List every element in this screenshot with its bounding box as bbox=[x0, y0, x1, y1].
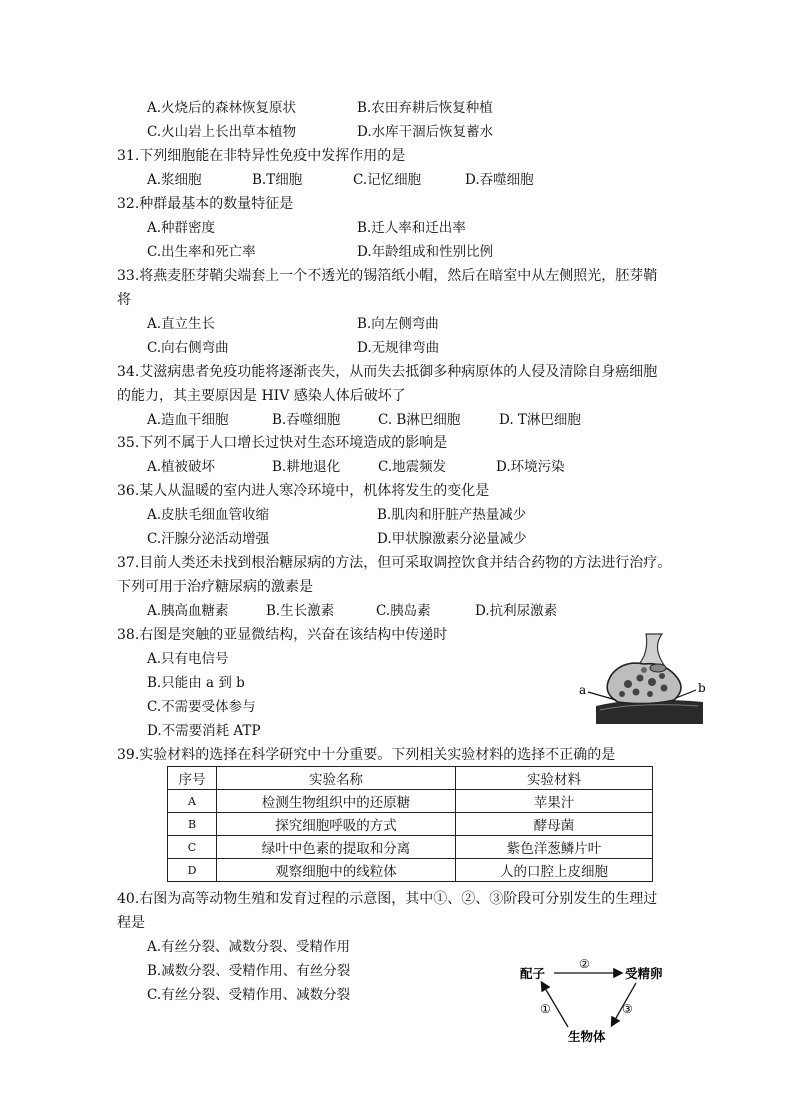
table-header-cell: 实验名称 bbox=[217, 767, 456, 790]
q36-option-a: A.皮肤毛细血管收缩 bbox=[147, 507, 270, 523]
q34-option-c: C. B淋巴细胞 bbox=[378, 412, 461, 428]
q34-option-b: B.吞噬细胞 bbox=[272, 412, 341, 428]
q34-stem-line2: 的能力，其主要原因是 HIV 感染人体后破坏了 bbox=[117, 388, 406, 404]
table-cell: 酵母菌 bbox=[456, 813, 653, 836]
q37-option-d: D.抗利尿激素 bbox=[475, 603, 558, 619]
q37-option-a: A.胰高血糖素 bbox=[147, 603, 229, 619]
q31-option-b: B.T细胞 bbox=[252, 172, 303, 188]
table-cell: 人的口腔上皮细胞 bbox=[456, 859, 653, 882]
synapse-label-a: a bbox=[579, 683, 587, 697]
q40-option-b: B.减数分裂、受精作用、有丝分裂 bbox=[147, 963, 351, 979]
q37-option-b: B.生长激素 bbox=[266, 603, 335, 619]
q38-option-c: C.不需要受体参与 bbox=[147, 699, 256, 715]
q36-option-c: C.汗腺分泌活动增强 bbox=[147, 531, 270, 547]
step2-marker: ② bbox=[579, 957, 590, 971]
table-cell: D bbox=[168, 859, 217, 882]
synapse-figure bbox=[578, 632, 713, 732]
table-header-cell: 实验材料 bbox=[456, 767, 653, 790]
table-row bbox=[168, 859, 653, 882]
q30-option-a: A.火烧后的森林恢复原状 bbox=[147, 100, 297, 116]
step3-marker: ③ bbox=[622, 1002, 633, 1016]
table-cell: 观察细胞中的线粒体 bbox=[217, 859, 456, 882]
table-cell: 检测生物组织中的还原糖 bbox=[217, 790, 456, 813]
q31-stem: 31.下列细胞能在非特异性免疫中发挥作用的是 bbox=[117, 148, 406, 164]
q34-stem-line1: 34.艾滋病患者免疫功能将逐渐丧失，从而失去抵御多种病原体的人侵及清除自身癌细胞 bbox=[117, 364, 658, 380]
q33-stem-line1: 33.将燕麦胚芽鞘尖端套上一个不透光的锡箔纸小帽，然后在暗室中从左侧照光，胚芽鞘 bbox=[117, 268, 658, 284]
q37-option-c: C.胰岛素 bbox=[376, 603, 431, 619]
q38-option-b: B.只能由 a 到 b bbox=[147, 675, 245, 691]
q33-option-b: B.向左侧弯曲 bbox=[357, 316, 439, 332]
table-cell: C bbox=[168, 836, 217, 859]
q32-option-d: D.年龄组成和性别比例 bbox=[357, 244, 494, 260]
table-row bbox=[168, 790, 653, 813]
synapse-label-b: b bbox=[698, 681, 706, 695]
q30-option-c: C.火山岩上长出草本植物 bbox=[147, 124, 297, 140]
table-cell: 紫色洋葱鳞片叶 bbox=[456, 836, 653, 859]
q34-option-d: D. T淋巴细胞 bbox=[499, 412, 581, 428]
q30-option-d: D.水库干涸后恢复蓄水 bbox=[357, 124, 494, 140]
zygote-label: 受精卵 bbox=[625, 966, 663, 981]
q40-stem-line1: 40.右图为高等动物生殖和发育过程的示意图，其中①、②、③阶段可分别发生的生理过 bbox=[117, 891, 658, 907]
gamete-label: 配子 bbox=[520, 966, 546, 981]
step1-marker: ① bbox=[540, 1002, 551, 1016]
q32-option-a: A.种群密度 bbox=[147, 220, 216, 236]
q33-option-a: A.直立生长 bbox=[147, 316, 216, 332]
table-row bbox=[168, 813, 653, 836]
q30-option-b: B.农田弃耕后恢复种植 bbox=[357, 100, 493, 116]
q38-stem: 38.右图是突触的亚显微结构，兴奋在该结构中传递时 bbox=[117, 627, 448, 643]
q36-option-d: D.甲状腺激素分泌量减少 bbox=[377, 531, 527, 547]
table-cell: A bbox=[168, 790, 217, 813]
q31-option-a: A.浆细胞 bbox=[147, 172, 202, 188]
table-row bbox=[168, 836, 653, 859]
q32-stem: 32.种群最基本的数量特征是 bbox=[117, 196, 294, 212]
q40-option-c: C.有丝分裂、受精作用、减数分裂 bbox=[147, 987, 351, 1003]
q35-option-a: A.植被破坏 bbox=[147, 459, 216, 475]
q32-option-b: B.迁人率和迁出率 bbox=[357, 220, 466, 236]
q34-option-a: A.造血干细胞 bbox=[147, 412, 229, 428]
q35-option-b: B.耕地退化 bbox=[272, 459, 341, 475]
q36-stem: 36.某人从温暖的室内进人寒冷环境中，机体将发生的变化是 bbox=[117, 483, 490, 499]
table-cell: B bbox=[168, 813, 217, 836]
q37-stem-line2: 下列可用于治疗糖尿病的激素是 bbox=[117, 579, 313, 595]
q40-stem-line2: 程是 bbox=[117, 915, 145, 931]
q38-option-a: A.只有电信号 bbox=[147, 651, 229, 667]
table-cell: 苹果汁 bbox=[456, 790, 653, 813]
q31-option-c: C.记忆细胞 bbox=[353, 172, 422, 188]
table-cell: 探究细胞呼吸的方式 bbox=[217, 813, 456, 836]
q35-stem: 35.下列不属于人口增长过快对生态环境造成的影响是 bbox=[117, 435, 448, 451]
q32-option-c: C.出生率和死亡率 bbox=[147, 244, 256, 260]
table-header-cell: 序号 bbox=[168, 767, 217, 790]
q35-option-c: C.地震频发 bbox=[378, 459, 447, 475]
q40-option-a: A.有丝分裂、减数分裂、受精作用 bbox=[147, 939, 351, 955]
reproduction-cycle-diagram bbox=[518, 955, 673, 1047]
q33-option-c: C.向右侧弯曲 bbox=[147, 340, 229, 356]
q38-option-d: D.不需要消耗 ATP bbox=[147, 723, 261, 739]
q36-option-b: B.肌肉和肝脏产热量减少 bbox=[377, 507, 527, 523]
q37-stem-line1: 37.目前人类还未找到根治糖尿病的方法，但可采取调控饮食并结合药物的方法进行治疗。 bbox=[117, 555, 672, 571]
q33-option-d: D.无规律弯曲 bbox=[357, 340, 440, 356]
q35-option-d: D.环境污染 bbox=[496, 459, 565, 475]
organism-label: 生物体 bbox=[568, 1029, 606, 1044]
q33-stem-line2: 将 bbox=[117, 292, 131, 308]
experiment-materials-table bbox=[167, 766, 653, 882]
q39-stem: 39.实验材料的选择在科学研究中十分重要。下列相关实验材料的选择不正确的是 bbox=[117, 747, 616, 763]
q31-option-d: D.吞噬细胞 bbox=[465, 172, 534, 188]
table-header-row bbox=[168, 767, 653, 790]
table-cell: 绿叶中色素的提取和分离 bbox=[217, 836, 456, 859]
